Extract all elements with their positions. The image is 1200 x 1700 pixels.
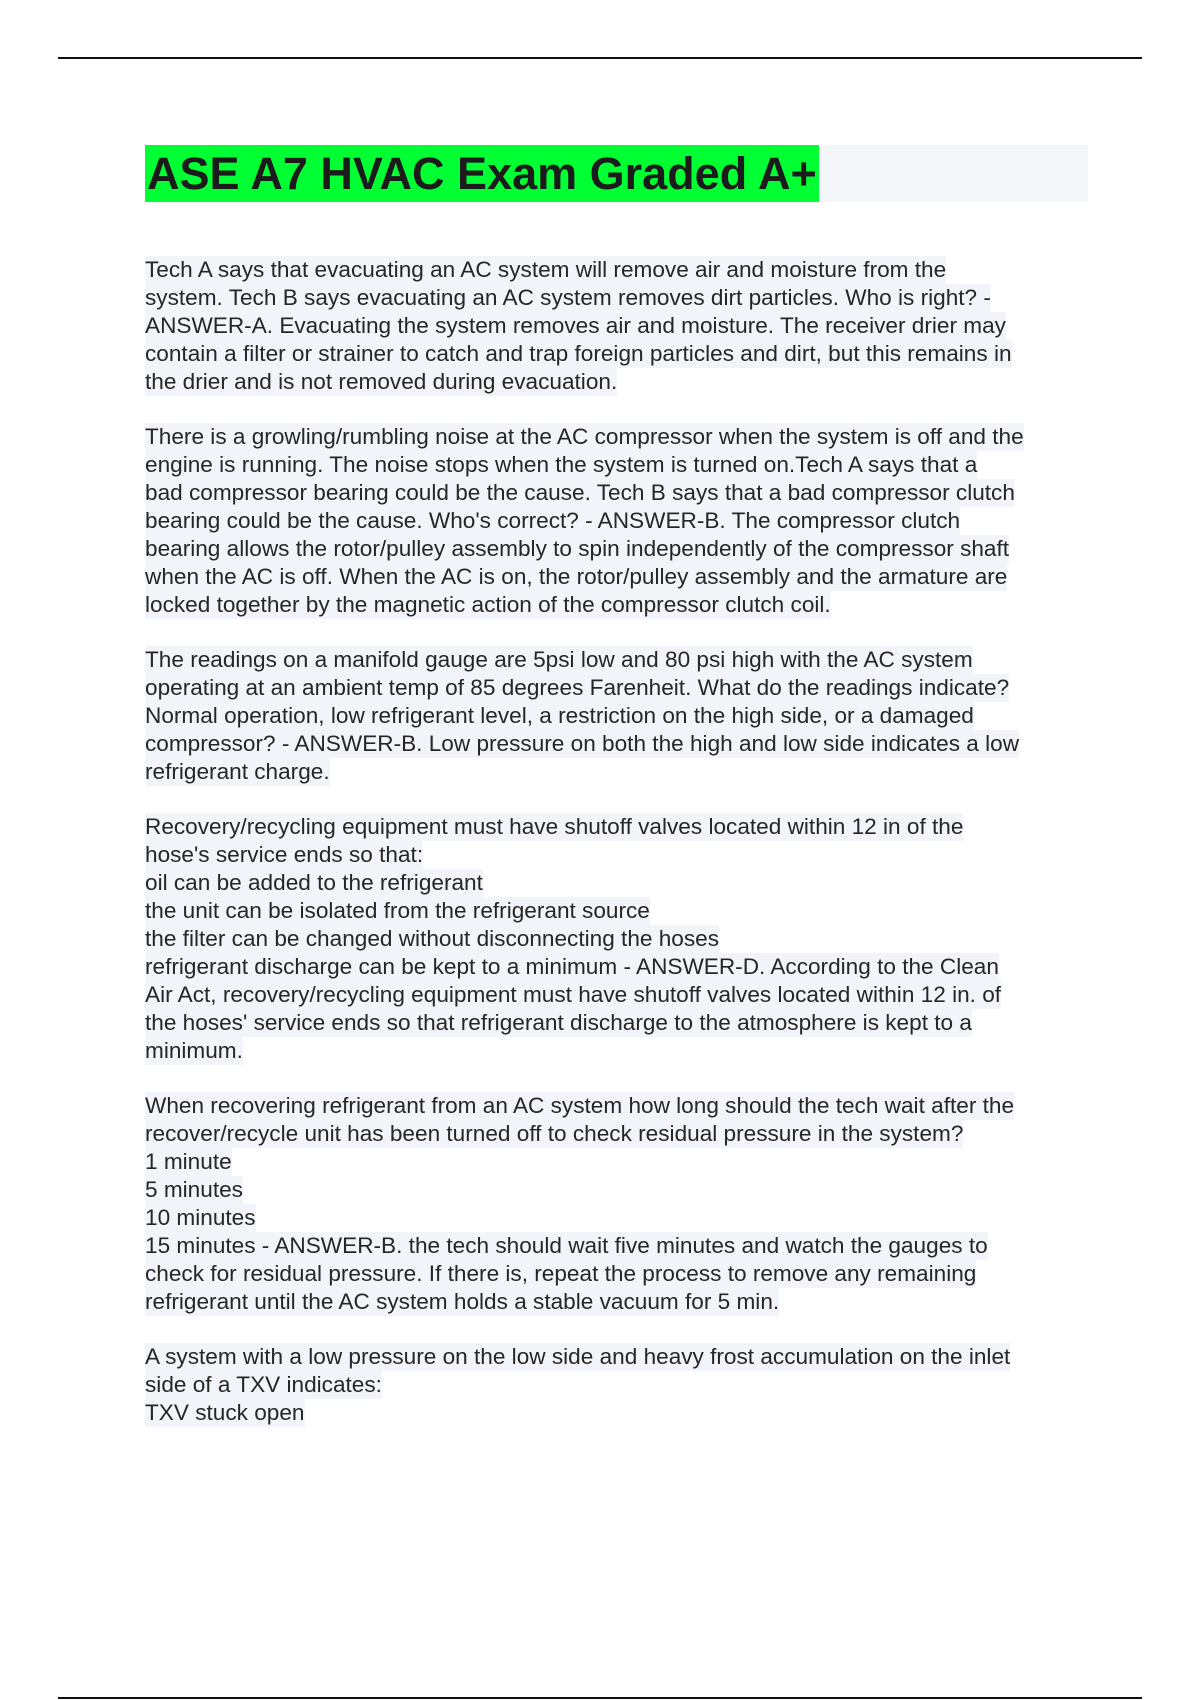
qa-text-line: TXV stuck open — [145, 1400, 305, 1425]
qa-text-line: bearing could be the cause. Who's correct? - ANSWER-B. The compressor clutch — [145, 508, 961, 533]
qa-text-line: hose's service ends so that: — [145, 842, 424, 867]
qa-text-line: locked together by the magnetic action of the compressor clutch coil. — [145, 592, 831, 617]
document-body — [145, 256, 1105, 1454]
qa-block — [145, 423, 1105, 619]
qa-text-line: contain a filter or strainer to catch and trap foreign particles and dirt, but this remains in — [145, 341, 1012, 366]
qa-text-line: When recovering refrigerant from an AC system how long should the tech wait after the — [145, 1093, 1015, 1118]
qa-text-line: refrigerant discharge can be kept to a minimum - ANSWER-D. According to the Clean — [145, 954, 999, 979]
header-rule — [58, 57, 1142, 59]
qa-text-line: The readings on a manifold gauge are 5psi low and 80 psi high with the AC system — [145, 647, 973, 672]
qa-text-line: minimum. — [145, 1038, 243, 1063]
qa-text-line: recover/recycle unit has been turned off to check residual pressure in the system? — [145, 1121, 964, 1146]
qa-text-line: bad compressor bearing could be the cause. Tech B says that a bad compressor clutch — [145, 480, 1015, 505]
qa-text-line: There is a growling/rumbling noise at the AC compressor when the system is off and the — [145, 424, 1024, 449]
qa-block — [145, 646, 1105, 786]
document-title: ASE A7 HVAC Exam Graded A+ — [145, 145, 819, 202]
qa-text-line: the filter can be changed without disconnecting the hoses — [145, 926, 720, 951]
qa-text-line: engine is running. The noise stops when the system is turned on.Tech A says that a — [145, 452, 978, 477]
qa-text-line: Normal operation, low refrigerant level, a restriction on the high side, or a damaged — [145, 703, 974, 728]
qa-text-line: operating at an ambient temp of 85 degrees Farenheit. What do the readings indicate? — [145, 675, 1010, 700]
qa-text-line: Air Act, recovery/recycling equipment must have shutoff valves located within 12 in. of — [145, 982, 1002, 1007]
qa-text-line: ANSWER-A. Evacuating the system removes air and moisture. The receiver drier may — [145, 313, 1006, 338]
qa-text-line: Recovery/recycling equipment must have shutoff valves located within 12 in of the — [145, 814, 964, 839]
qa-text-line: side of a TXV indicates: — [145, 1372, 382, 1397]
qa-text-line: when the AC is off. When the AC is on, the rotor/pulley assembly and the armature are — [145, 564, 1008, 589]
qa-text-line: compressor? - ANSWER-B. Low pressure on both the high and low side indicates a low — [145, 731, 1020, 756]
qa-text-line: the drier and is not removed during evacuation. — [145, 369, 618, 394]
qa-text-line: refrigerant charge. — [145, 759, 330, 784]
qa-text-line: system. Tech B says evacuating an AC system removes dirt particles. Who is right? - — [145, 285, 991, 310]
qa-text-line: check for residual pressure. If there is, repeat the process to remove any remaining — [145, 1261, 977, 1286]
qa-block — [145, 256, 1105, 396]
qa-text-line: 15 minutes - ANSWER-B. the tech should wait five minutes and watch the gauges to — [145, 1233, 988, 1258]
qa-block — [145, 1092, 1105, 1316]
qa-text-line: bearing allows the rotor/pulley assembly to spin independently of the compressor shaft — [145, 536, 1010, 561]
qa-block — [145, 1343, 1105, 1427]
qa-text-line: 1 minute — [145, 1149, 232, 1174]
qa-text-line: Tech A says that evacuating an AC system will remove air and moisture from the — [145, 257, 947, 282]
qa-text-line: oil can be added to the refrigerant — [145, 870, 483, 895]
qa-block — [145, 813, 1105, 1065]
qa-text-line: the hoses' service ends so that refrigerant discharge to the atmosphere is kept to a — [145, 1010, 972, 1035]
footer-rule — [58, 1697, 1142, 1699]
qa-text-line: refrigerant until the AC system holds a stable vacuum for 5 min. — [145, 1289, 780, 1314]
qa-text-line: A system with a low pressure on the low side and heavy frost accumulation on the inlet — [145, 1344, 1011, 1369]
qa-text-line: 5 minutes — [145, 1177, 243, 1202]
qa-text-line: the unit can be isolated from the refrigerant source — [145, 898, 650, 923]
qa-text-line: 10 minutes — [145, 1205, 256, 1230]
